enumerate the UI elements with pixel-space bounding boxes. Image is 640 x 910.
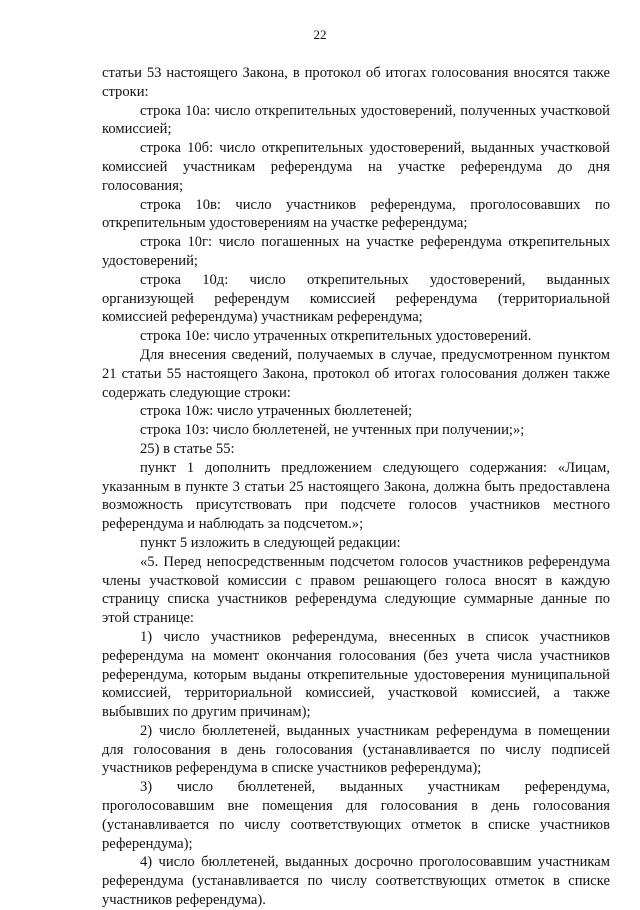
paragraph: строка 10б: число открепительных удостоверений, выданных участковой комиссией участникам референдума на участке референдума до дня голосования; <box>102 140 610 194</box>
paragraph: 4) число бюллетеней, выданных досрочно проголосовавшим участникам референдума (устанавливается по числу соответствующих отметок в списке участников референдума). <box>102 854 610 909</box>
paragraph: 2) число бюллетеней, выданных участникам референдума в помещении для голосования в день голосования (устанавливается по числу подписей участников референдума в списке участников референдума); <box>102 722 610 777</box>
paragraph: пункт 1 дополнить предложением следующего содержания: «Лицам, указанным в пункте 3 статьи 25 настоящего Закона, должна быть предоставлена возможность присутствовать при подсчете голосов участников местного референдума и наблюдать за подсчетом.»; <box>102 459 610 533</box>
page-number: 22 <box>313 27 327 42</box>
paragraph: Для внесения сведений, получаемых в случае, предусмотренном пунктом 21 статьи 55 настоящего Закона, протокол об итогах голосования должен также содержать следующие строки: <box>102 346 610 401</box>
paragraph: строка 10а: число открепительных удостоверений, полученных участковой комиссией; <box>102 102 610 138</box>
paragraph: строка 10д: число открепительных удостоверений, выданных организующей референдум комиссией референдума (территориальной комиссией референдума) участникам референдума; <box>102 271 610 326</box>
paragraph: 3) число бюллетеней, выданных участникам референдума, проголосовавшим вне помещения для голосования в день голосования (устанавливается по числу соответствующих отметок в списке участников референдума); <box>102 779 610 852</box>
paragraph: 1) число участников референдума, внесенных в список участников референдума на момент окончания голосования (без учета числа участников референдума, которым выданы открепительные удостоверения муниципальной комиссией, территориальной комиссией, участковой комиссией, а также выбывших по другим причинам); <box>102 628 610 721</box>
paragraph: строка 10е: число утраченных открепительных удостоверений. <box>140 328 532 345</box>
paragraph: статьи 53 настоящего Закона, в протокол об итогах голосования вносятся также строки: <box>102 65 610 100</box>
paragraph: «5. Перед непосредственным подсчетом голосов участников референдума члены участковой комиссии с правом решающего голоса вносят в каждую страницу списка участников референдума следующие суммарные данные по этой странице: <box>102 553 610 627</box>
paragraph: 25) в статье 55: <box>140 440 235 457</box>
paragraph: строка 10з: число бюллетеней, не учтенных при получении;»; <box>140 422 525 439</box>
paragraph: строка 10г: число погашенных на участке референдума открепительных удостоверений; <box>102 234 610 269</box>
document-body <box>102 64 610 910</box>
paragraph: пункт 5 изложить в следующей редакции: <box>140 534 401 551</box>
paragraph: строка 10ж: число утраченных бюллетеней; <box>140 403 413 420</box>
paragraph: строка 10в: число участников референдума, проголосовавших по открепительным удостоверениям на участке референдума; <box>102 196 610 232</box>
